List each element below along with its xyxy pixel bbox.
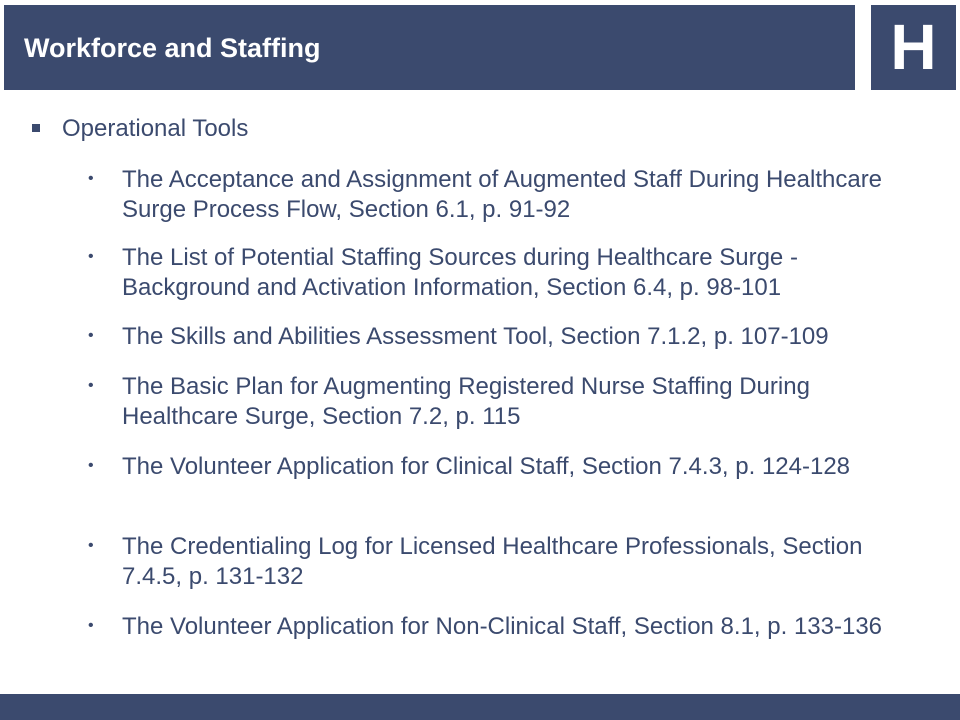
bullet-dot-icon: • [88, 377, 94, 394]
title-bar [4, 5, 855, 90]
bullet-dot-icon: • [88, 248, 94, 265]
page-title: Workforce and Staffing [24, 33, 321, 63]
bullet-dot-icon: • [88, 617, 94, 634]
list-item-text: The Acceptance and Assignment of Augmented Staff During Healthcare Surge Process Flow, Section 6.1, p. 91-92 [122, 166, 883, 223]
list-item-text: The Basic Plan for Augmenting Registered Nurse Staffing During Healthcare Surge, Section 7.2, p. 115 [122, 373, 810, 430]
list-item-text: The Skills and Abilities Assessment Tool, Section 7.1.2, p. 107-109 [122, 323, 829, 350]
list-item-text: The Volunteer Application for Clinical Staff, Section 7.4.3, p. 124-128 [122, 453, 851, 480]
bullet-dot-icon: • [88, 537, 94, 554]
bullet-dot-icon: • [88, 170, 94, 187]
bullet-dot-icon: • [88, 327, 94, 344]
bullet-dot-icon: • [88, 457, 94, 474]
list-item-text: The Volunteer Application for Non-Clinical Staff, Section 8.1, p. 133-136 [122, 613, 883, 640]
square-bullet-icon [32, 124, 40, 132]
list-item-text: The Credentialing Log for Licensed Healthcare Professionals, Section 7.4.5, p. 131-132 [122, 533, 863, 590]
logo-badge [871, 5, 956, 90]
footer-bar [0, 694, 960, 720]
list-item-text: The List of Potential Staffing Sources during Healthcare Surge - Background and Activation Information, Section 6.4, p. 98-101 [122, 244, 798, 301]
section-heading-label: Operational Tools [62, 115, 249, 142]
logo-letter: H [890, 11, 937, 83]
